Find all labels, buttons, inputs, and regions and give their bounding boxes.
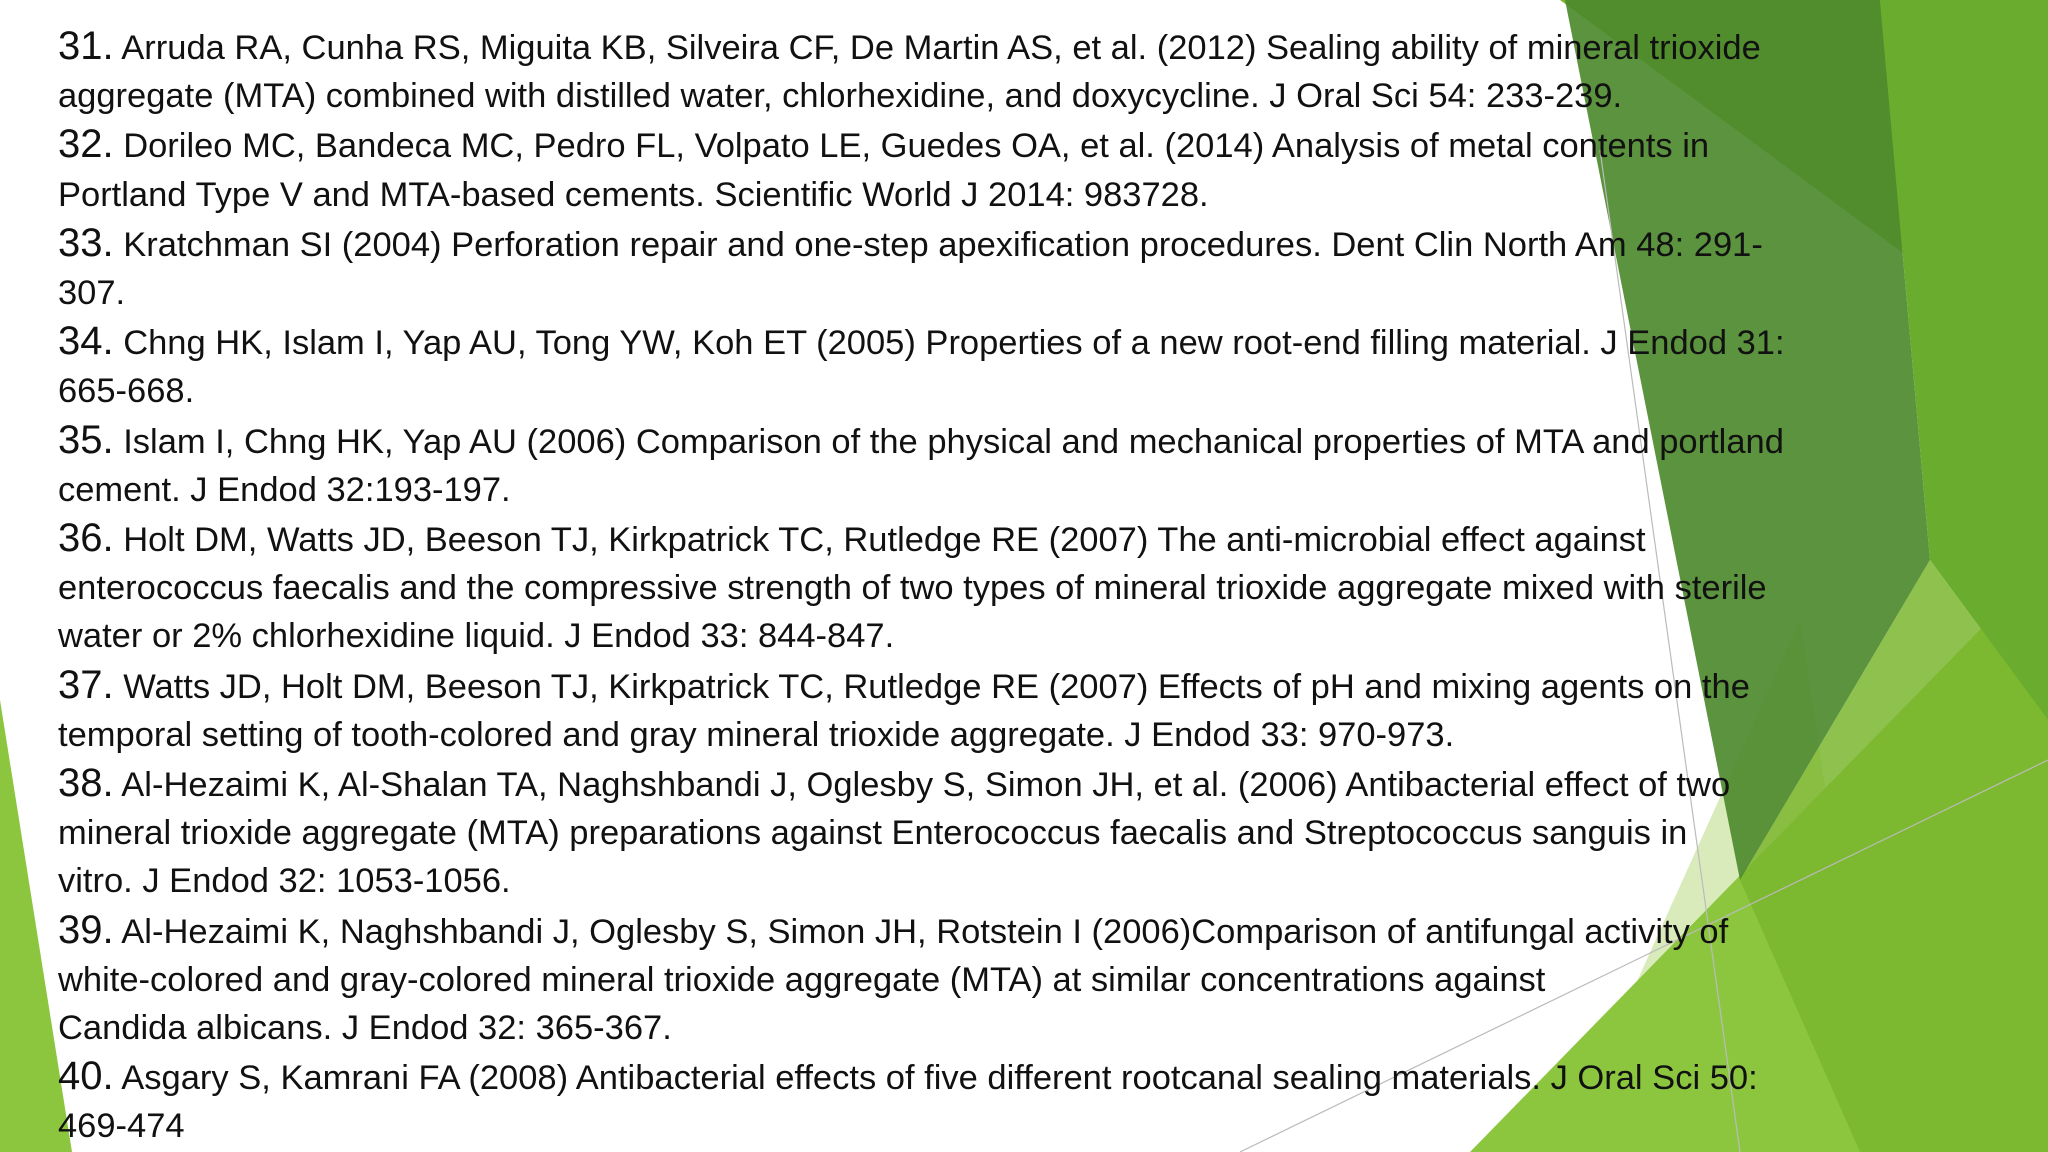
reference-text-line: 307. [58, 274, 126, 313]
reference-item [58, 219, 2008, 317]
reference-number: 32. [58, 122, 114, 167]
reference-text-line: Al-Hezaimi K, Naghshbandi J, Oglesby S, Simon JH, Rotstein I (2006)Comparison of antifungal activity of [121, 912, 1729, 951]
reference-text-line: 469-474 [58, 1107, 185, 1146]
reference-text-line: Al-Hezaimi K, Al-Shalan TA, Naghshbandi J, Oglesby S, Simon JH, et al. (2006) Antibacterial effect of two [121, 766, 1731, 805]
reference-text-line: Candida albicans. J Endod 32: 365-367. [58, 1009, 672, 1048]
reference-item [58, 317, 2008, 415]
reference-item [58, 661, 2008, 759]
reference-text-line: Holt DM, Watts JD, Beeson TJ, Kirkpatrick TC, Rutledge RE (2007) The anti-microbial effect against [123, 521, 1646, 560]
reference-item [58, 416, 2008, 514]
reference-text-line: enterococcus faecalis and the compressive strength of two types of mineral trioxide aggregate mixed with sterile [58, 569, 1767, 608]
reference-number: 36. [58, 516, 114, 561]
reference-text-line: water or 2% chlorhexidine liquid. J Endod 33: 844-847. [58, 617, 895, 656]
reference-text-line: Watts JD, Holt DM, Beeson TJ, Kirkpatrick TC, Rutledge RE (2007) Effects of pH and mixing agents on the [123, 667, 1750, 706]
reference-number: 35. [58, 417, 114, 462]
reference-text-line: 665-668. [58, 372, 195, 411]
reference-item [58, 759, 2008, 906]
reference-text-line: aggregate (MTA) combined with distilled water, chlorhexidine, and doxycycline. J Oral Sci 54: 233-239. [58, 77, 1623, 116]
reference-item [58, 1052, 2008, 1150]
reference-list [58, 22, 2008, 1151]
reference-number: 39. [58, 907, 114, 952]
reference-item [58, 22, 2008, 120]
reference-number: 31. [58, 24, 114, 68]
reference-number: 34. [58, 319, 114, 364]
reference-item [58, 514, 2008, 661]
reference-number: 40. [58, 1054, 114, 1099]
reference-item [58, 906, 2008, 1053]
reference-text-line: mineral trioxide aggregate (MTA) preparations against Enterococcus faecalis and Streptococcus sanguis in [58, 814, 1688, 853]
reference-text-line: Chng HK, Islam I, Yap AU, Tong YW, Koh ET (2005) Properties of a new root-end filling material. J Endod 31: [123, 324, 1785, 363]
reference-text-line: Islam I, Chng HK, Yap AU (2006) Comparison of the physical and mechanical properties of MTA and portland [123, 422, 1784, 461]
reference-text-line: Portland Type V and MTA-based cements. Scientific World J 2014: 983728. [58, 175, 1209, 214]
reference-text-line: Kratchman SI (2004) Perforation repair and one-step apexification procedures. Dent Clin North Am 48: 291- [123, 225, 1763, 264]
reference-text-line: temporal setting of tooth-colored and gray mineral trioxide aggregate. J Endod 33: 970-973. [58, 715, 1455, 754]
reference-text-line: Arruda RA, Cunha RS, Miguita KB, Silveira CF, De Martin AS, et al. (2012) Sealing ability of mineral trioxide [121, 29, 1761, 67]
reference-number: 37. [58, 662, 114, 707]
reference-number: 38. [58, 761, 114, 806]
reference-item [58, 120, 2008, 218]
reference-text-line: cement. J Endod 32:193-197. [58, 470, 511, 509]
reference-text-line: Dorileo MC, Bandeca MC, Pedro FL, Volpato LE, Guedes OA, et al. (2014) Analysis of metal contents in [123, 127, 1710, 166]
reference-number: 33. [58, 220, 114, 265]
reference-text-line: Asgary S, Kamrani FA (2008) Antibacterial effects of five different rootcanal sealing materials. J Oral Sci 50: [121, 1059, 1758, 1098]
reference-text-line: vitro. J Endod 32: 1053-1056. [58, 862, 511, 901]
reference-text-line: white-colored and gray-colored mineral trioxide aggregate (MTA) at similar concentrations against [58, 960, 1546, 999]
